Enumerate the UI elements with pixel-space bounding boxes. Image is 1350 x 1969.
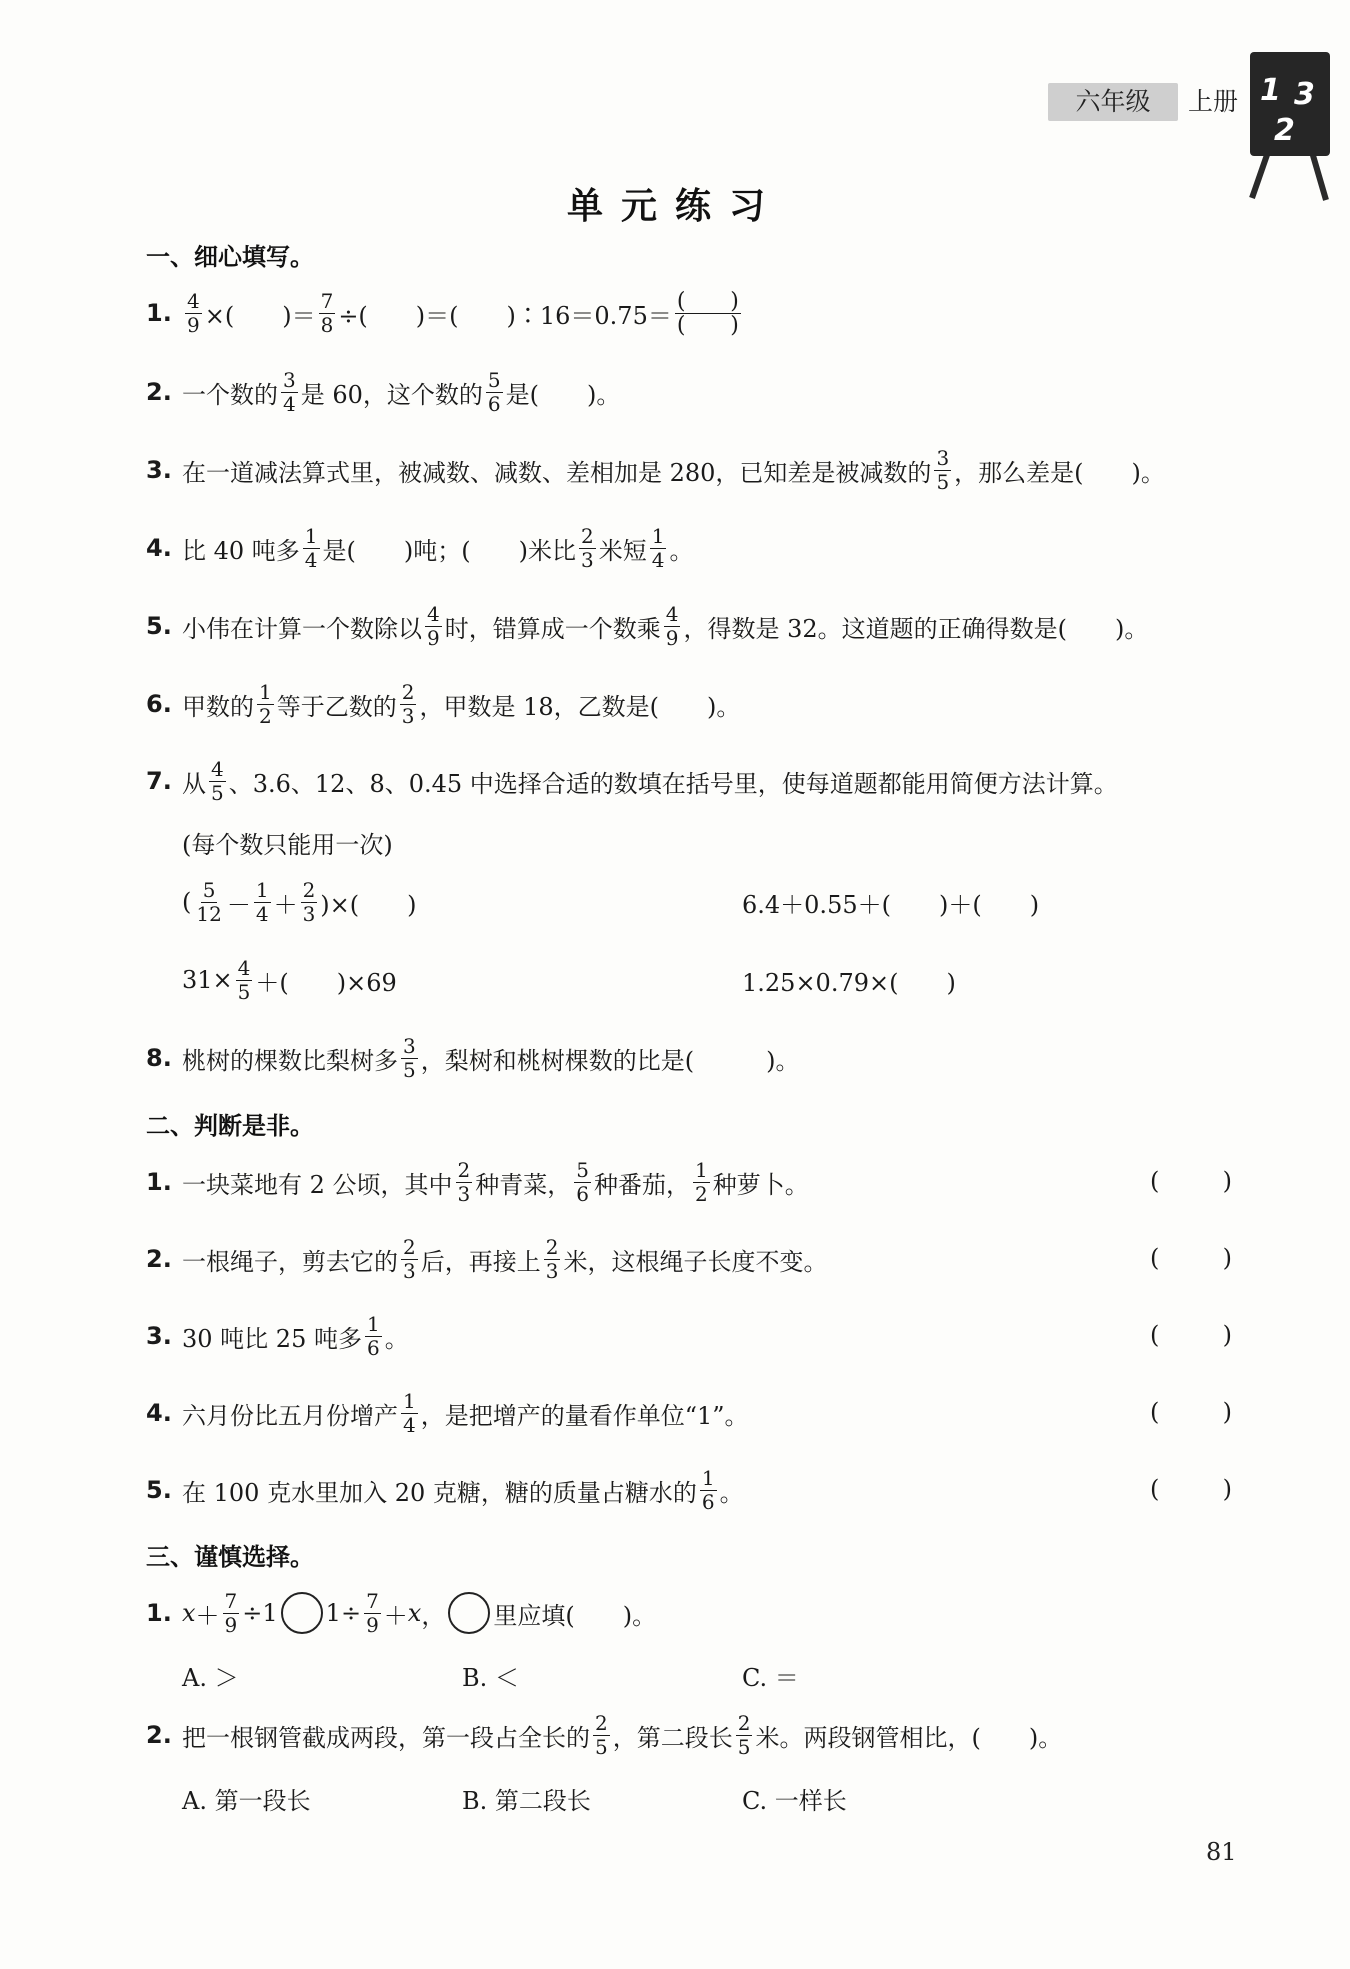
- comparison-circle[interactable]: [281, 1592, 323, 1634]
- judgment-blank[interactable]: ( ): [1150, 1167, 1232, 1195]
- judgment-blank[interactable]: ( ): [1150, 1475, 1232, 1503]
- logo-digit-2: 2: [1274, 113, 1295, 148]
- s1-question-6: [146, 674, 740, 734]
- question-text: ÷( )＝( )∶16＝0.75＝: [338, 301, 672, 330]
- question-text: 在 100 克水里加入 20 克糖，糖的质量占糖水的: [182, 1478, 697, 1507]
- question-text: 把一根钢管截成两段，第一段占全长的: [182, 1723, 590, 1752]
- s3-question-2: [146, 1705, 1062, 1765]
- question-number: 2.: [146, 378, 172, 406]
- fraction: $\frac{4}{5}$: [211, 756, 224, 805]
- question-number: 1.: [146, 1599, 172, 1627]
- question-text: 。: [669, 536, 694, 565]
- question-text: 种青菜，: [475, 1170, 572, 1199]
- question-number: 5.: [146, 1476, 172, 1504]
- fraction: $\frac{1}{2}$: [695, 1157, 708, 1206]
- question-text: ＋: [383, 1601, 408, 1630]
- expression-text: (: [182, 888, 192, 916]
- s2-question-4: [146, 1383, 749, 1443]
- question-number: 1.: [146, 1168, 172, 1196]
- question-text: ，是把增产的量看作单位“1”。: [420, 1401, 749, 1430]
- question-text: 比 40 吨多: [182, 536, 300, 565]
- fraction: $\frac{3}{5}$: [403, 1033, 416, 1082]
- question-number: 8.: [146, 1044, 172, 1072]
- question-text: 1÷: [325, 1599, 362, 1627]
- s1-question-7-note: (每个数只能用一次): [182, 830, 393, 859]
- question-text: 30 吨比 25 吨多: [182, 1324, 362, 1353]
- question-text: 后，再接上: [420, 1247, 541, 1276]
- volume-label: 上册: [1188, 87, 1239, 116]
- s1-question-8: [146, 1028, 799, 1088]
- question-number: 2.: [146, 1245, 172, 1273]
- fraction: $\frac{7}{8}$: [320, 288, 334, 337]
- question-text: 种番茄，: [594, 1170, 690, 1199]
- section-3-heading: 三、谨慎选择。: [146, 1543, 314, 1571]
- expression-text: 31×: [182, 966, 233, 994]
- page-number: 81: [1206, 1838, 1237, 1866]
- fraction: $\frac{4}{9}$: [427, 601, 440, 650]
- question-text: ，梨树和桃树棵数的比是( )。: [420, 1046, 800, 1075]
- option-b[interactable]: B. 第二段长: [462, 1787, 591, 1815]
- question-text: ，第二段长: [612, 1723, 733, 1752]
- option-a[interactable]: A. ＞: [182, 1664, 239, 1692]
- question-text: 一个数的: [182, 380, 278, 409]
- s1-question-2: [146, 362, 620, 422]
- fraction: $\frac{1}{6}$: [701, 1465, 715, 1514]
- question-text: 小伟在计算一个数除以: [182, 614, 422, 643]
- option-c[interactable]: C. ＝: [742, 1664, 799, 1692]
- judgment-blank[interactable]: ( ): [1150, 1244, 1232, 1272]
- question-number: 1.: [146, 299, 172, 327]
- question-text: 时，错算成一个数乘: [444, 614, 661, 643]
- question-text: ＋: [195, 1601, 220, 1630]
- fraction: $\frac{1}{4}$: [651, 523, 665, 572]
- question-text: 在一道减法算式里，被减数、减数、差相加是 280，已知差是被减数的: [182, 458, 932, 487]
- s2-question-2: [146, 1229, 827, 1289]
- fraction: $\frac{2}{5}$: [595, 1710, 608, 1759]
- question-text: 是( )。: [505, 380, 621, 409]
- fraction: $\frac{1}{4}$: [304, 523, 318, 572]
- question-text: ，甲数是 18，乙数是( )。: [419, 692, 741, 721]
- question-text: 米短: [598, 536, 647, 565]
- question-number: 3.: [146, 1322, 172, 1350]
- logo-digit-3: 3: [1294, 77, 1315, 112]
- question-text: 米。两段钢管相比，( )。: [755, 1723, 1063, 1752]
- question-text: 甲数的: [182, 692, 254, 721]
- option-c[interactable]: C. 一样长: [742, 1787, 847, 1815]
- fraction: $\frac{1}{4}$: [403, 1388, 416, 1437]
- s2-question-5: [146, 1460, 744, 1520]
- variable-x: x: [407, 1599, 422, 1627]
- s2-question-3: [146, 1306, 409, 1366]
- fraction: $\frac{2}{3}$: [401, 679, 415, 728]
- comparison-circle: [448, 1592, 490, 1634]
- expression-text: )×( ): [320, 890, 417, 919]
- s1-question-4: [146, 518, 693, 578]
- question-text: 米，这根绳子长度不变。: [563, 1247, 828, 1276]
- question-text: ÷1: [242, 1599, 278, 1627]
- s1-question-5: [146, 596, 1148, 656]
- fraction: $\frac{5}{6}$: [576, 1157, 589, 1206]
- fraction: $\frac{5}{6}$: [487, 367, 501, 416]
- question-text: 、3.6、12、8、0.45 中选择合适的数填在括号里，使每道题都能用简便方法计算。: [228, 769, 1118, 798]
- logo-digit-1: 1: [1260, 73, 1281, 108]
- fraction: $\frac{2}{3}$: [545, 1234, 559, 1283]
- variable-x: x: [182, 1599, 196, 1627]
- question-text: 是( )吨；( )米比: [322, 536, 576, 565]
- question-text: ×( )＝: [204, 301, 316, 330]
- question-text: 种萝卜。: [712, 1170, 809, 1199]
- s1-question-1: [146, 283, 744, 343]
- expression-text: －: [226, 890, 251, 919]
- expression-text: ＋: [273, 890, 298, 919]
- s1-question-7: [146, 751, 1118, 811]
- fraction: $\frac{4}{9}$: [665, 601, 679, 650]
- grade-label: 六年级: [1048, 83, 1178, 121]
- fraction: $\frac{5}{12}$: [196, 877, 222, 926]
- s3-question-1: [146, 1583, 656, 1643]
- judgment-blank[interactable]: ( ): [1150, 1321, 1232, 1349]
- question-number: 5.: [146, 612, 172, 640]
- s1-q7-expression-1: [182, 872, 417, 932]
- fraction: $\frac{2}{3}$: [302, 877, 316, 926]
- section-1-heading: 一、细心填写。: [146, 243, 314, 271]
- option-a[interactable]: A. 第一段长: [182, 1787, 311, 1815]
- s1-q7-expression-3: [182, 950, 397, 1010]
- fraction: $\frac{3}{5}$: [936, 445, 950, 494]
- fraction: $\frac{7}{9}$: [366, 1588, 379, 1637]
- question-text: 从: [182, 769, 206, 798]
- fraction: $\frac{2}{3}$: [580, 523, 594, 572]
- question-number: 4.: [146, 1399, 172, 1427]
- question-text: 一块菜地有 2 公顷，其中: [182, 1170, 453, 1199]
- question-text: ，那么差是( )。: [954, 458, 1165, 487]
- question-text: ，得数是 32。这道题的正确得数是( )。: [683, 614, 1149, 643]
- option-b[interactable]: B. ＜: [462, 1664, 519, 1692]
- judgment-blank[interactable]: ( ): [1150, 1398, 1232, 1426]
- fraction: $\frac{3}{4}$: [283, 367, 296, 416]
- question-number: 3.: [146, 456, 172, 484]
- fraction: $\frac{1}{2}$: [259, 679, 272, 728]
- question-number: 7.: [146, 767, 172, 795]
- question-number: 4.: [146, 534, 172, 562]
- question-text: 是 60，这个数的: [300, 380, 483, 409]
- fraction: $\frac{1}{4}$: [255, 877, 269, 926]
- section-2-heading: 二、判断是非。: [146, 1112, 314, 1140]
- fraction: $\frac{2}{5}$: [737, 1710, 751, 1759]
- question-text: ，: [421, 1601, 446, 1630]
- s1-question-3: [146, 440, 1165, 500]
- answer-blank-fraction[interactable]: ( ) ( ): [676, 288, 739, 338]
- fraction: $\frac{1}{6}$: [366, 1311, 380, 1360]
- question-text: 六月份比五月份增产: [182, 1401, 398, 1430]
- fraction: $\frac{4}{5}$: [237, 955, 251, 1004]
- question-text: 。: [384, 1324, 409, 1353]
- question-text: 等于乙数的: [276, 692, 397, 721]
- fraction: $\frac{2}{3}$: [457, 1157, 471, 1206]
- fraction: $\frac{4}{9}$: [187, 288, 200, 337]
- fraction: $\frac{7}{9}$: [224, 1588, 238, 1637]
- expression-text: ＋( )×69: [255, 968, 397, 997]
- page-title: 单元练习: [566, 186, 783, 227]
- s1-q7-expression-2: 6.4＋0.55＋( )＋( ): [742, 890, 1040, 919]
- s2-question-1: [146, 1152, 809, 1212]
- question-text: 一根绳子，剪去它的: [182, 1247, 398, 1276]
- question-number: 6.: [146, 690, 172, 718]
- question-text: 桃树的棵数比梨树多: [182, 1046, 398, 1075]
- question-number: 2.: [146, 1721, 172, 1749]
- fraction: $\frac{2}{3}$: [403, 1234, 416, 1283]
- question-text: 。: [719, 1478, 744, 1507]
- question-text: 里应填( )。: [493, 1601, 657, 1630]
- s1-q7-expression-4: 1.25×0.79×( ): [742, 968, 956, 997]
